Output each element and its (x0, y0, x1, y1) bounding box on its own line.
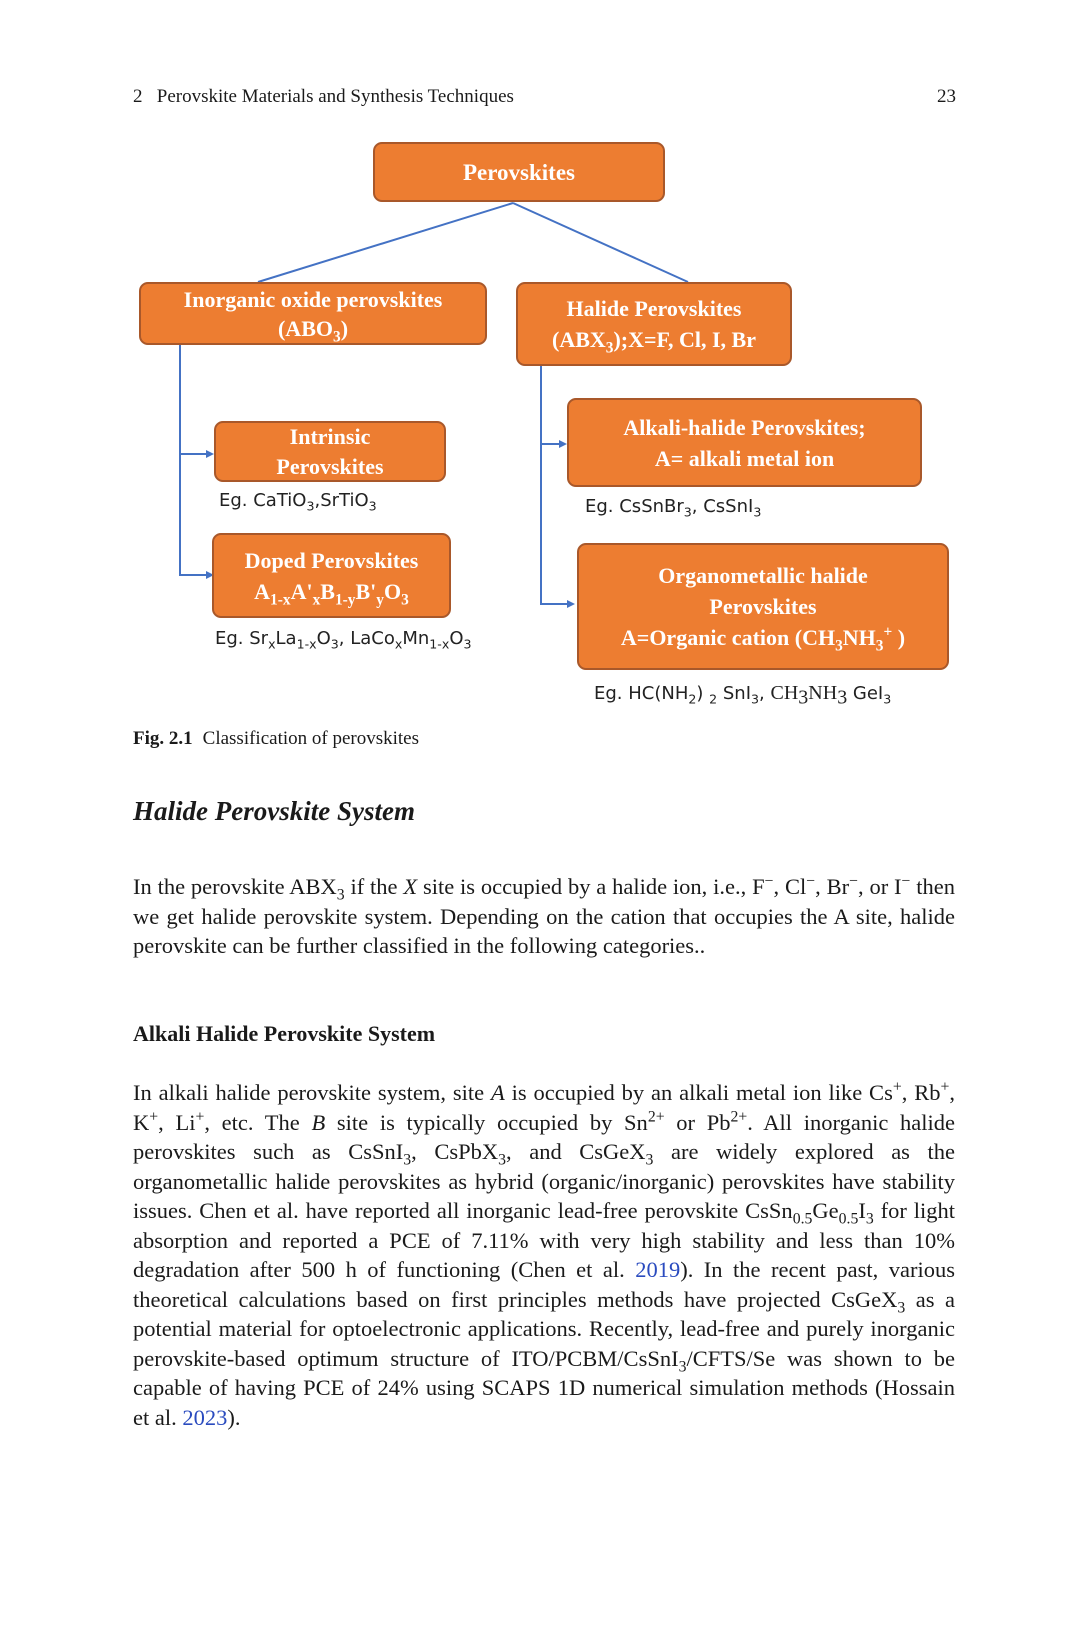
doped-example: Eg. $Sr_xLa_{1-x}O_3$, $LaCo_xMn_{1-x}O_3$ (215, 628, 472, 652)
paragraph-alkali-halide: In alkali halide perovskite system, site A is occupied by an alkali metal ion like Cs+, Rb+, K+, Li+, etc. The B site is typically occupied by $Sn^{2+}$ or $Pb^{2+}$. All inorganic halide perovskites such as CsSnI$_3$, CsPbX$_3$, and CsGeX$_3$ are widely explored as the organometallic halide perovskites as hybrid (organic/inorganic) perovskites have stability issues. Chen et al. have reported all inorganic lead-free perovskite $CsSn_{0.5}Ge_{0.5}I_3$ for light absorption and reported a PCE of 7.11% with very high stability and less than 10% degradation after 500 h of functioning (Chen et al. 2019). In the recent past, various theoretical calculations based on first principles methods have projected CsGeX$_3$ as a potential material for optoelectronic applications. Recently, lead-free and purely inorganic perovskite-based optimum structure of ITO/PCBM/CsSnI$_3$/CFTS/Se was shown to be capable of having PCE of 24% using SCAPS 1D numerical simulation methods (Hossain et al. 2023). (133, 1078, 956, 1430)
arrowhead (567, 600, 575, 608)
inorganic-line2: $(ABO_3)$ (277, 315, 349, 345)
citation-link-hossain-2023[interactable]: 2023 (182, 1404, 228, 1430)
doped-formula: $A_{1-x}A'_xB_{1-y}B'_yO_3$ (254, 578, 409, 608)
inorganic-line1: Inorganic oxide perovskites (183, 286, 443, 312)
alkali-line1: Alkali-halide Perovskites; (623, 414, 866, 440)
intrinsic-line1: Intrinsic (289, 423, 371, 449)
caption-label: Fig. 2.1 (133, 728, 193, 749)
paragraph-halide-intro: In the perovskite $ABX_3$ if the X site is occupied by a halide ion, i.e., F−, Cl−, Br−, or I− then we get halide perovskite system. Depending on the cation that occupies the A site, halide perovskite can be further classified in the following categories.. (133, 872, 955, 958)
section-heading: Halide Perovskite System (133, 796, 415, 826)
alkali-example: Eg. CsSnBr$_3$, CsSnI$_3$ (585, 496, 762, 520)
doped-box (212, 533, 451, 618)
connector-inorganic-doped (180, 345, 211, 575)
caption-text: Classification of perovskites (202, 728, 419, 749)
inorganic-oxide-box (139, 282, 487, 345)
arrowhead (206, 450, 214, 458)
organometallic-halide-box (577, 543, 949, 670)
organo-example: Eg. $HC(NH_2)$ $_2$ SnI$_3$, $CH_3NH_3$ GeI$_3$ (594, 682, 892, 709)
alkali-line2: A= alkali metal ion (654, 445, 835, 471)
root-label: Perovskites (462, 159, 575, 185)
intrinsic-example: Eg. CaTiO$_3$,SrTiO$_3$ (219, 490, 377, 514)
citation-link-chen-2019[interactable]: 2019 (635, 1257, 681, 1282)
intrinsic-line2: Perovskites (276, 453, 384, 479)
halide-line2: $(ABX_3);X=F$, Cl, I, Br (552, 327, 756, 357)
organo-line1: Organometallic halide (658, 563, 868, 588)
arrowhead (559, 440, 567, 448)
alkali-halide-box (567, 398, 922, 487)
halide-line1: Halide Perovskites (566, 296, 742, 321)
organo-line3: A=Organic cation ($CH_3NH_3^+$ ) (620, 623, 906, 655)
connector-root-inorganic (258, 203, 513, 282)
figure-caption (133, 728, 419, 750)
doped-line1: Doped Perovskites (244, 547, 419, 573)
intrinsic-box (214, 421, 446, 482)
organo-line2: Perovskites (709, 594, 817, 619)
connector-root-halide (513, 203, 688, 282)
running-header: 2 Perovskite Materials and Synthesis Techniques (133, 86, 514, 107)
halide-box (516, 282, 792, 366)
subsection-heading: Alkali Halide Perovskite System (133, 1021, 436, 1046)
page-number: 23 (937, 86, 956, 107)
perovskites-root-box (373, 142, 665, 202)
